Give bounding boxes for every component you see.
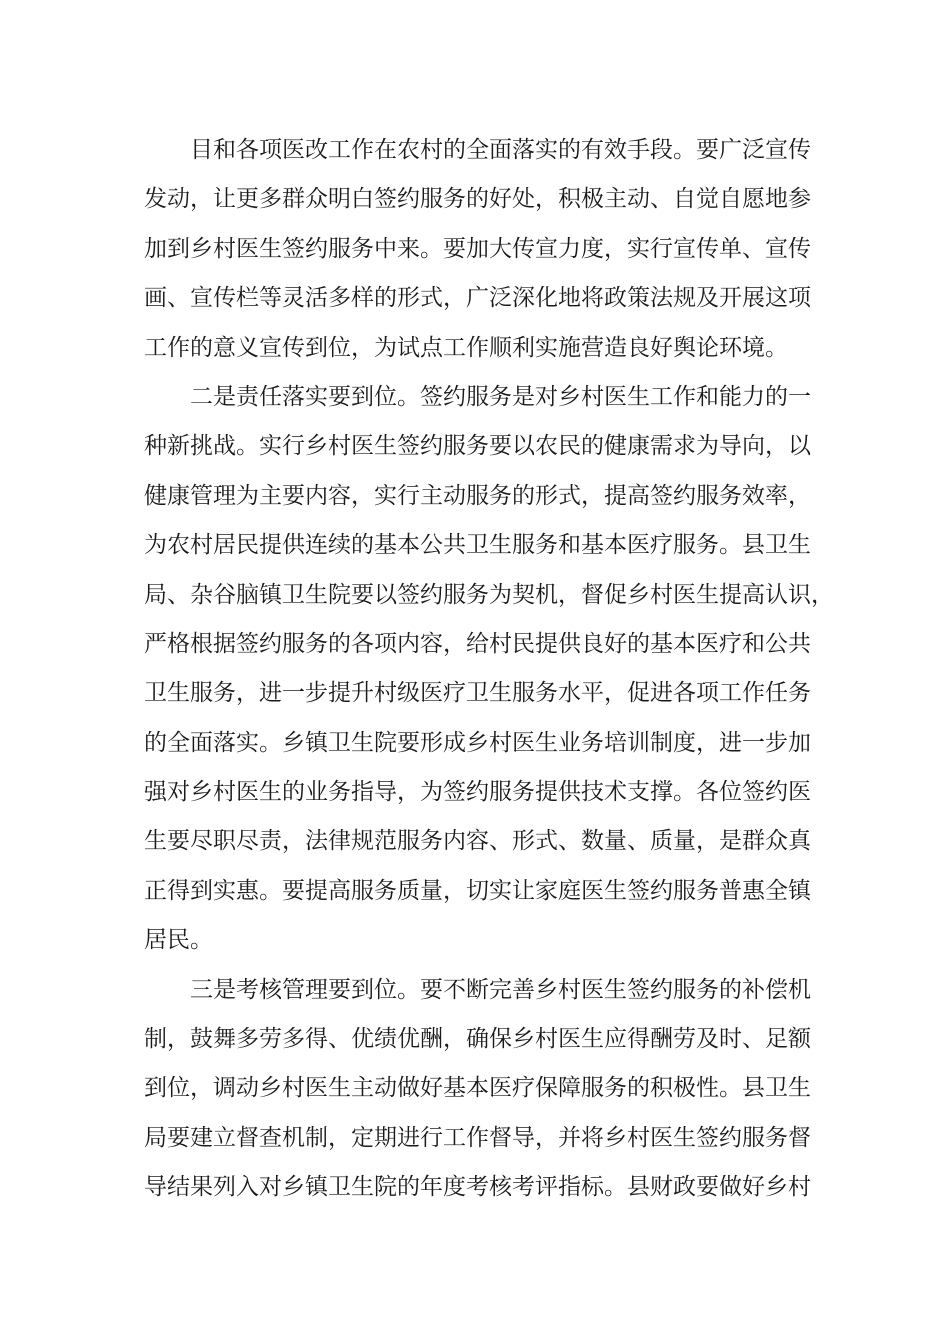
paragraph-2-line-4: 为农村居民提供连续的基本公共卫生服务和基本医疗服务。县卫生 [144, 532, 811, 559]
paragraph-1-line-4: 画、宣传栏等灵活多样的形式，广泛深化地将政策法规及开展这项 [144, 285, 811, 312]
paragraph-2-line-5: 局、杂谷脑镇卫生院要以签约服务为契机，督促乡村医生提高认识， [144, 581, 834, 608]
paragraph-1-line-5: 工作的意义宣传到位，为试点工作顺利实施营造良好舆论环境。 [144, 334, 788, 361]
paragraph-3-line-5: 导结果列入对乡镇卫生院的年度考核考评指标。县财政要做好乡村 [144, 1174, 811, 1201]
paragraph-3-line-3: 到位，调动乡村医生主动做好基本医疗保障服务的积极性。县卫生 [144, 1075, 811, 1102]
paragraph-1-line-3: 加到乡村医生签约服务中来。要加大传宣力度，实行宣传单、宣传 [144, 235, 811, 262]
paragraph-3-line-2: 制，鼓舞多劳多得、优绩优酬，确保乡村医生应得酬劳及时、足额 [144, 1026, 811, 1053]
paragraph-2-line-2: 种新挑战。实行乡村医生签约服务要以农民的健康需求为导向，以 [144, 433, 811, 460]
body-text [144, 126, 834, 1213]
paragraph-1-line-1: 目和各项医改工作在农村的全面落实的有效手段。要广泛宣传 [190, 137, 811, 163]
paragraph-1-line-2: 发动，让更多群众明白签约服务的好处，积极主动、自觉自愿地参 [144, 186, 811, 213]
paragraph-3-line-4: 局要建立督查机制，定期进行工作督导，并将乡村医生签约服务督 [144, 1124, 811, 1151]
paragraph-2-line-11: 正得到实惠。要提高服务质量，切实让家庭医生签约服务普惠全镇 [144, 877, 811, 904]
paragraph-2-line-12: 居民。 [144, 927, 213, 954]
paragraph-2-line-10: 生要尽职尽责，法律规范服务内容、形式、数量、质量，是群众真 [144, 828, 811, 855]
paragraph-2-line-6: 严格根据签约服务的各项内容，给村民提供良好的基本医疗和公共 [144, 630, 811, 657]
paragraph-2-line-9: 强对乡村医生的业务指导，为签约服务提供技术支撑。各位签约医 [144, 779, 811, 806]
paragraph-3-line-1: 三是考核管理要到位。要不断完善乡村医生签约服务的补偿机 [190, 976, 811, 1003]
paragraph-2-line-3: 健康管理为主要内容，实行主动服务的形式，提高签约服务效率， [144, 482, 811, 509]
paragraph-2-line-1: 二是责任落实要到位。签约服务是对乡村医生工作和能力的一 [190, 383, 811, 410]
paragraph-2-line-7: 卫生服务，进一步提升村级医疗卫生服务水平，促进各项工作任务 [144, 680, 811, 707]
paragraph-2-line-8: 的全面落实。乡镇卫生院要形成乡村医生业务培训制度，进一步加 [144, 729, 811, 756]
